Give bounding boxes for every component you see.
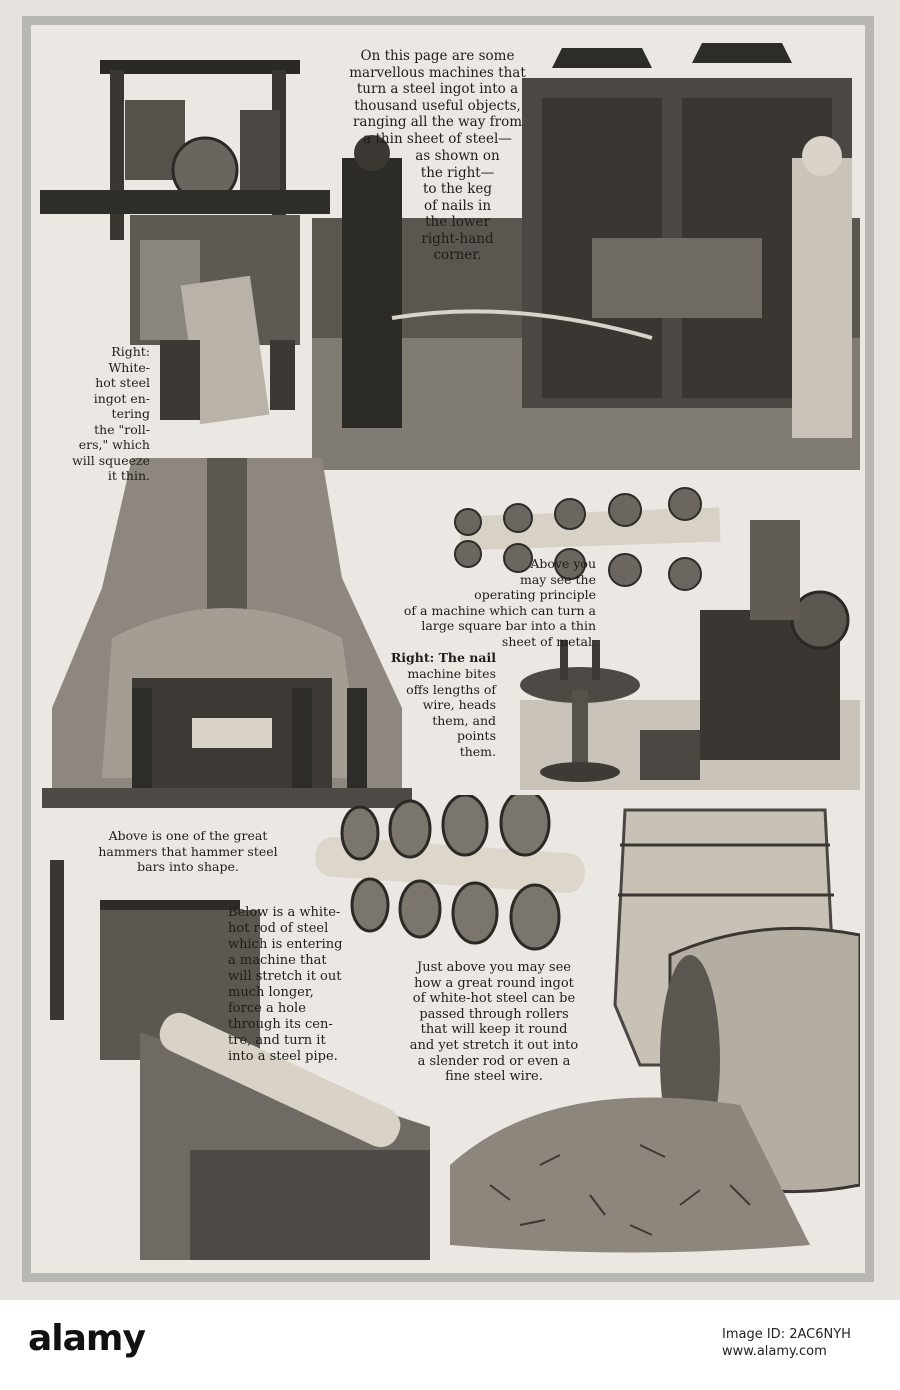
round-ingot-caption: Just above you may see how a great round ingot of white-hot steel can be passed through rollers that will keep it round and yet stretch it out into a slender rod or even a fine steel wire. — [409, 960, 579, 1085]
pipe-caption: Below is a white- hot rod of steel which is entering a machine that will stretch it out much longer, force a hole through its cen- tre, and turn it into a steel pipe. — [228, 905, 343, 1064]
hammer-caption: Above is one of the great hammers that hammer steel bars into shape. — [98, 828, 278, 874]
rollers-caption: Right: White- hot steel ingot en- tering the "roll- ers," which will squeeze it thin. — [72, 344, 150, 483]
intro-caption-continued: as shown on the right— to the keg of nails in the lower right-hand corner. — [415, 148, 500, 263]
image-id: Image ID: 2AC6NYH — [722, 1327, 851, 1342]
stock-url: www.alamy.com — [722, 1344, 827, 1359]
alamy-logo: alamy — [28, 1318, 145, 1359]
nail-machine-lead: Right: The nail — [390, 650, 496, 665]
operating-principle-caption: Above you may see the operating principle of a machine which can turn a large square bar into a thin sheet of metal. — [403, 556, 596, 649]
intro-caption: On this page are some marvellous machines that turn a steel ingot into a thousand useful objects, ranging all the way from a thin sheet of steel— — [349, 48, 526, 147]
nail-machine-caption: machine bites offs lengths of wire, heads them, and points them. — [406, 666, 496, 759]
